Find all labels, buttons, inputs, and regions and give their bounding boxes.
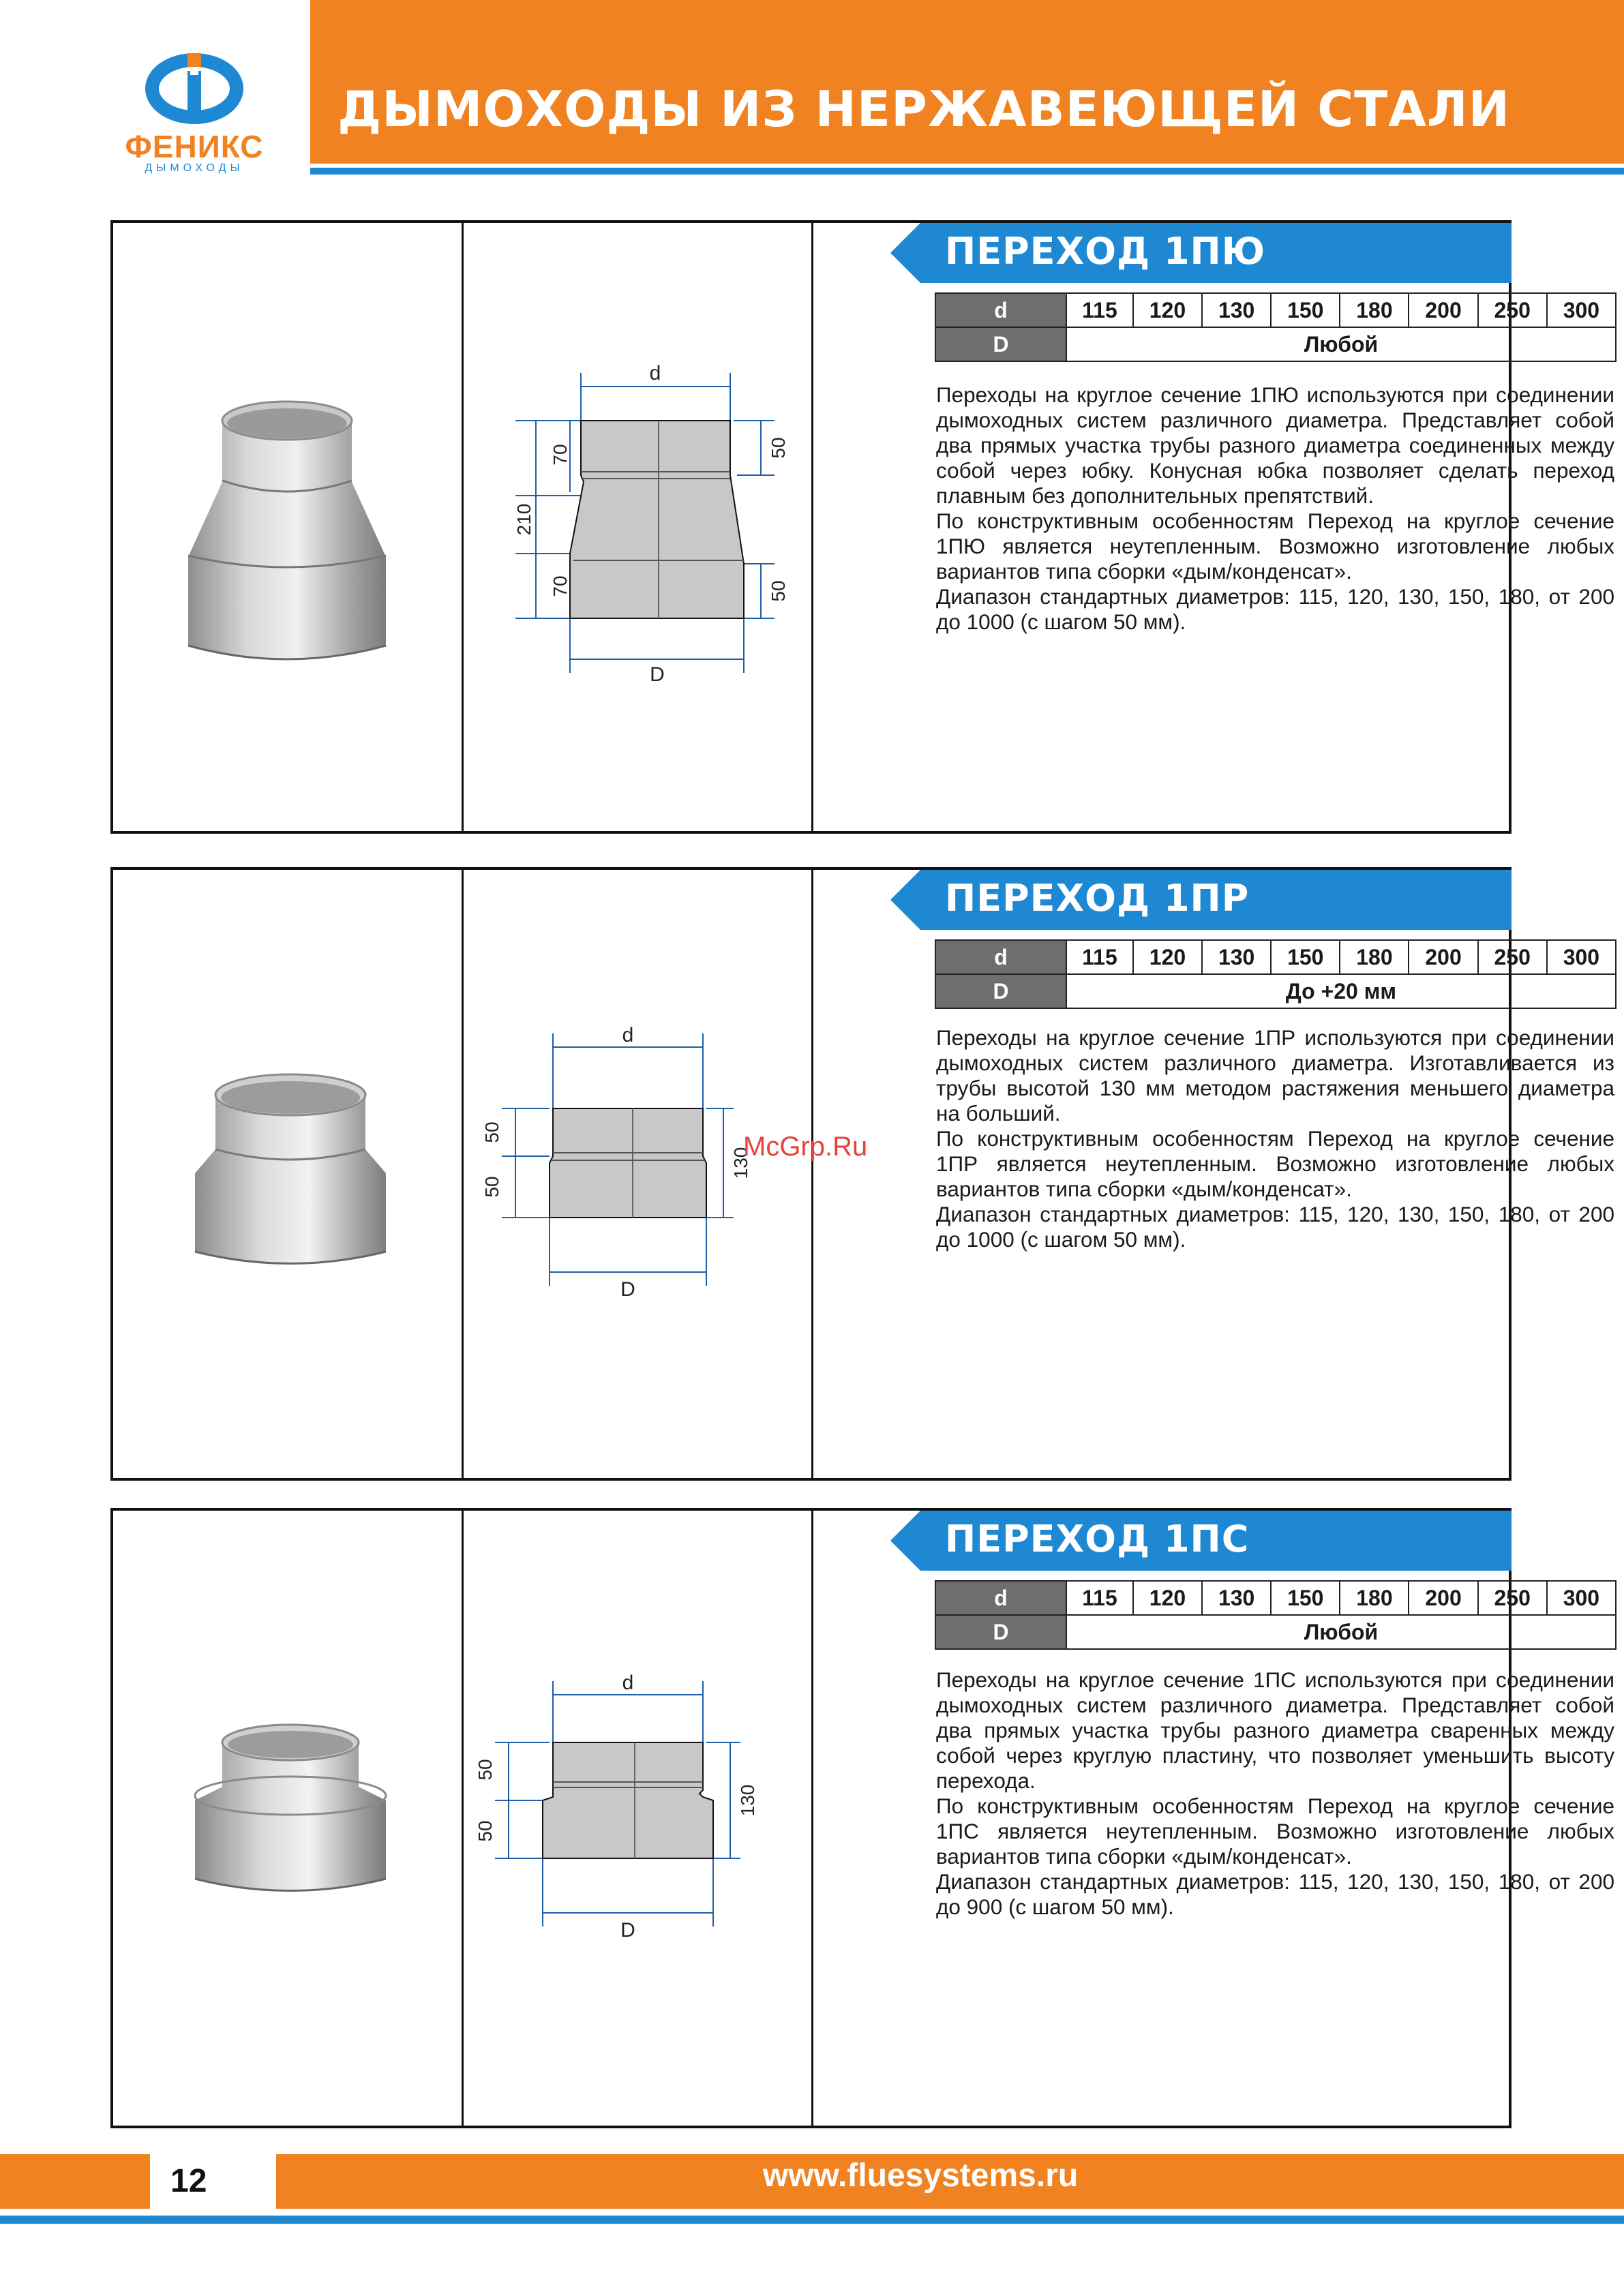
dim-h-total-1pyu: 210 bbox=[513, 503, 535, 536]
size-table-1ps bbox=[935, 1580, 1617, 1650]
size-D-value: Любой bbox=[1066, 327, 1616, 361]
size-cell: 150 bbox=[1271, 940, 1340, 974]
size-row-D bbox=[935, 1615, 1616, 1649]
size-cell: 120 bbox=[1133, 293, 1202, 327]
size-label-d: d bbox=[935, 293, 1066, 327]
brand-tagline: ДЫМОХОДЫ bbox=[145, 162, 244, 174]
watermark: McGrp.Ru bbox=[743, 1132, 868, 1162]
technical-drawing-1pyu bbox=[475, 359, 802, 686]
product-title-1ps: ПЕРЕХОД 1ПС bbox=[945, 1517, 1250, 1560]
page-number: 12 bbox=[170, 2163, 207, 2199]
size-cell: 180 bbox=[1340, 293, 1409, 327]
size-row-d bbox=[935, 1581, 1616, 1615]
size-cell: 115 bbox=[1066, 293, 1133, 327]
size-row-d bbox=[935, 940, 1616, 974]
phoenix-logo-icon bbox=[123, 48, 266, 130]
description-paragraph: Переходы на круглое сечение 1ПС используются при соединении дымоходных систем различного диаметра. Представляет собой два прямых участка трубы разного диаметра сваренных между собой через круглую пластину, что позволяет уменьшить высоту перехода. bbox=[936, 1667, 1614, 1793]
product-title-1pr: ПЕРЕХОД 1ПР bbox=[945, 877, 1250, 920]
product-title-1pyu: ПЕРЕХОД 1ПЮ bbox=[945, 230, 1266, 273]
dim-h-top-1pr: 50 bbox=[481, 1121, 502, 1143]
description-paragraph: Переходы на круглое сечение 1ПЮ используются при соединении дымоходных систем различного диаметра. Представляет собой два прямых участка трубы разного диаметра соединенных между собой через юбку. Конусная юбка позволяет сделать переход плавным без дополнительных препятствий. bbox=[936, 382, 1614, 508]
size-cell: 120 bbox=[1133, 1581, 1202, 1615]
description-paragraph: Диапазон стандартных диаметров: 115, 120, 130, 150, 180, от 200 до 1000 (с шагом 50 мм). bbox=[936, 584, 1614, 634]
size-label-D: D bbox=[935, 1615, 1066, 1649]
size-cell: 180 bbox=[1340, 1581, 1409, 1615]
size-cell: 200 bbox=[1409, 1581, 1477, 1615]
dim-h-total-1ps: 130 bbox=[737, 1784, 758, 1817]
technical-drawing-1ps bbox=[468, 1672, 795, 1954]
size-cell: 130 bbox=[1202, 940, 1271, 974]
size-label-d: d bbox=[935, 940, 1066, 974]
size-label-D: D bbox=[935, 327, 1066, 361]
product-photo-1pr bbox=[188, 1061, 393, 1279]
size-cell: 250 bbox=[1478, 940, 1547, 974]
size-cell: 200 bbox=[1409, 940, 1477, 974]
product-card-1pr bbox=[110, 867, 1614, 1481]
description-paragraph: По конструктивным особенностям Переход на круглое сечение 1ПР является неутепленным. Возможно изготовление любых вариантов типа сборки «дым/конденсат». bbox=[936, 1126, 1614, 1201]
size-cell: 300 bbox=[1547, 293, 1616, 327]
description-paragraph: Диапазон стандартных диаметров: 115, 120, 130, 150, 180, от 200 до 900 (с шагом 50 мм). bbox=[936, 1869, 1614, 1919]
brand-logo bbox=[123, 48, 286, 191]
product-photo-1pyu bbox=[175, 380, 400, 680]
size-cell: 130 bbox=[1202, 1581, 1271, 1615]
dim-d-1pr: d bbox=[622, 1024, 634, 1046]
size-cell: 250 bbox=[1478, 293, 1547, 327]
dim-h-total-1pr: 130 bbox=[730, 1147, 751, 1179]
size-label-D: D bbox=[935, 974, 1066, 1008]
description-paragraph: Переходы на круглое сечение 1ПР используются при соединении дымоходных систем различного диаметра. Изготавливается из трубы высотой 130 мм методом растяжения меньшего диаметра на больший. bbox=[936, 1025, 1614, 1126]
dim-d-1pyu: d bbox=[649, 362, 661, 384]
description-paragraph: Диапазон стандартных диаметров: 115, 120, 130, 150, 180, от 200 до 1000 (с шагом 50 мм). bbox=[936, 1202, 1614, 1252]
dim-h-bottom-1ps: 50 bbox=[475, 1820, 496, 1842]
footer-band-left bbox=[0, 2154, 150, 2209]
description-paragraph: По конструктивным особенностям Переход на круглое сечение 1ПЮ является неутепленным. Возможно изготовление любых вариантов типа сборки «дым/конденсат». bbox=[936, 509, 1614, 584]
dim-d-1ps: d bbox=[622, 1672, 634, 1694]
size-row-d bbox=[935, 293, 1616, 327]
size-cell: 300 bbox=[1547, 1581, 1616, 1615]
dim-h-bottom-1pyu: 70 bbox=[550, 575, 571, 597]
size-cell: 180 bbox=[1340, 940, 1409, 974]
size-row-D bbox=[935, 327, 1616, 361]
product-description-1pyu bbox=[936, 382, 1614, 635]
product-photo-1ps bbox=[181, 1708, 400, 1913]
size-D-value: Любой bbox=[1066, 1615, 1616, 1649]
size-cell: 200 bbox=[1409, 293, 1477, 327]
size-cell: 300 bbox=[1547, 940, 1616, 974]
dim-D-1pr: D bbox=[620, 1278, 635, 1301]
size-table-1pr bbox=[935, 939, 1617, 1009]
size-cell: 150 bbox=[1271, 293, 1340, 327]
size-D-value: До +20 мм bbox=[1066, 974, 1616, 1008]
product-card-1ps bbox=[110, 1508, 1614, 2128]
size-label-d: d bbox=[935, 1581, 1066, 1615]
size-cell: 150 bbox=[1271, 1581, 1340, 1615]
description-paragraph: По конструктивным особенностям Переход на круглое сечение 1ПС является неутепленным. Возможно изготовление любых вариантов типа сборки «дым/конденсат». bbox=[936, 1794, 1614, 1869]
footer-website-link[interactable]: www.fluesystems.ru bbox=[762, 2158, 1079, 2194]
page-title: ДЫМОХОДЫ ИЗ НЕРЖАВЕЮЩЕЙ СТАЛИ bbox=[337, 80, 1510, 138]
dim-r-top-1pyu: 50 bbox=[768, 437, 789, 459]
size-cell: 250 bbox=[1478, 1581, 1547, 1615]
product-card-1pyu bbox=[110, 220, 1614, 834]
product-description-1pr bbox=[936, 1025, 1614, 1252]
size-row-D bbox=[935, 974, 1616, 1008]
product-description-1ps bbox=[936, 1667, 1614, 1920]
dim-D-1ps: D bbox=[620, 1919, 635, 1942]
dim-h-bottom-1pr: 50 bbox=[481, 1176, 502, 1198]
footer-stripe bbox=[0, 2216, 1624, 2224]
header-stripe bbox=[310, 168, 1624, 175]
size-table-1pyu bbox=[935, 292, 1617, 362]
size-cell: 115 bbox=[1066, 1581, 1133, 1615]
brand-name: ФЕНИКС bbox=[125, 129, 264, 164]
size-cell: 130 bbox=[1202, 293, 1271, 327]
dim-D-1pyu: D bbox=[650, 663, 665, 686]
technical-drawing-1pr bbox=[475, 1024, 802, 1320]
dim-r-bottom-1pyu: 50 bbox=[768, 580, 789, 602]
size-cell: 115 bbox=[1066, 940, 1133, 974]
dim-h-top-1pyu: 70 bbox=[550, 444, 571, 466]
size-cell: 120 bbox=[1133, 940, 1202, 974]
dim-h-top-1ps: 50 bbox=[475, 1759, 496, 1781]
